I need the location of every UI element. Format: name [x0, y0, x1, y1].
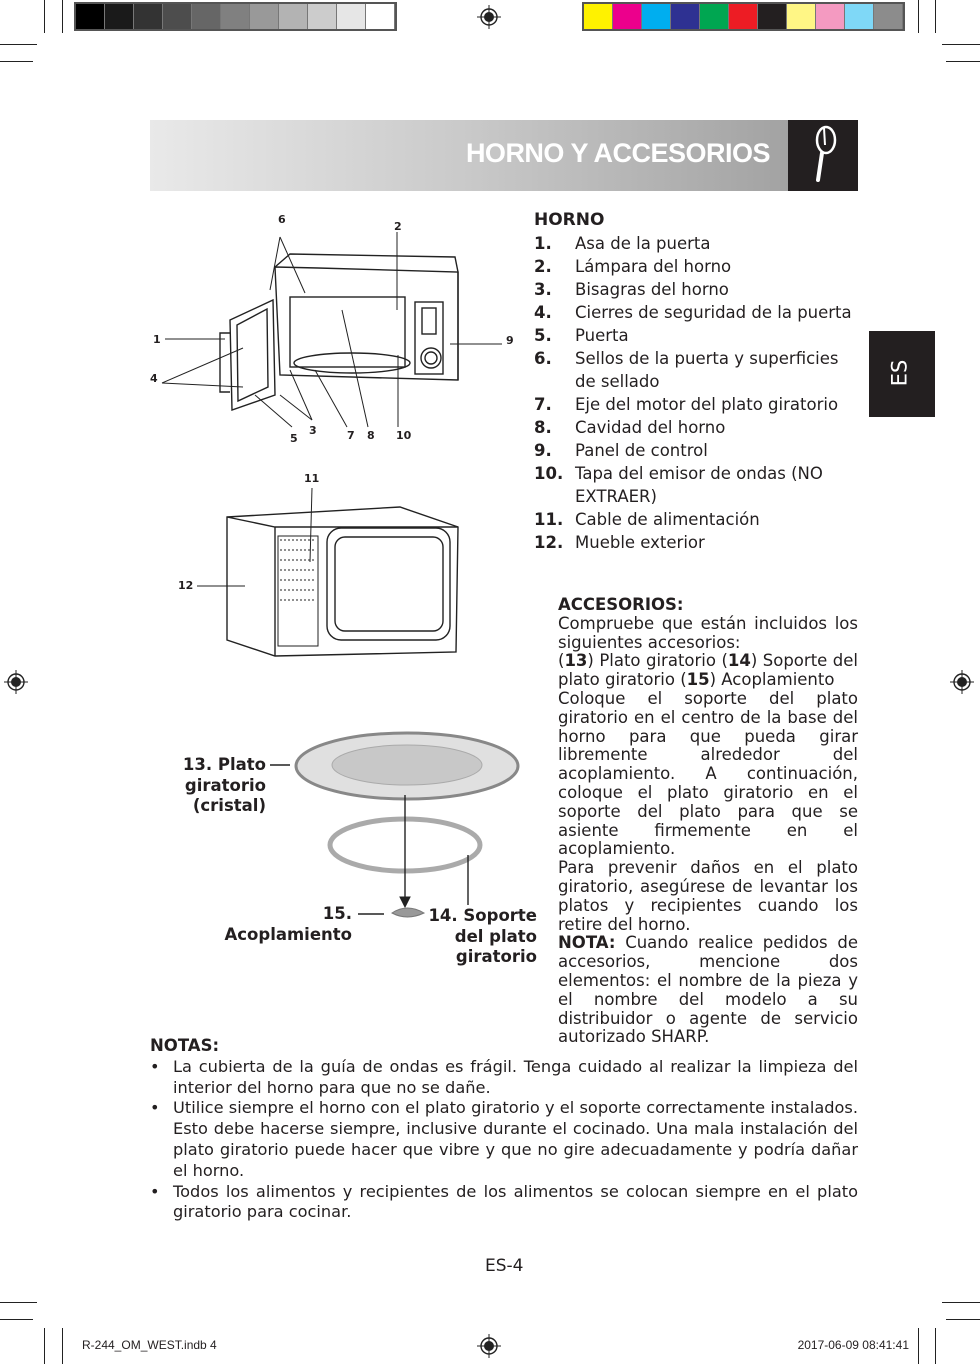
- oven-parts-heading: HORNO: [534, 210, 605, 230]
- crop-mark: [942, 44, 980, 45]
- item-label: Cierres de seguridad de la puerta: [575, 303, 852, 322]
- caption-turntable: [170, 755, 266, 817]
- caption-line: giratorio: [455, 947, 537, 966]
- diagram-label-8: 8: [367, 429, 375, 442]
- item-label: Lámpara del horno: [575, 257, 732, 276]
- diagram-label-12: 12: [178, 579, 194, 592]
- note-text: Todos los alimentos y recipientes de los alimentos se colocan siempre en el plato giratorio para cocinar.: [173, 1181, 858, 1222]
- item-label: Panel de control: [575, 441, 708, 460]
- registration-mark-icon: [4, 670, 28, 694]
- item-text: Plato giratorio: [593, 651, 722, 671]
- item-number: 11.: [534, 510, 564, 529]
- item-number: 10.: [534, 464, 564, 483]
- crop-mark: [918, 1328, 919, 1364]
- list-item: [534, 301, 860, 324]
- bullet-icon: •: [150, 1056, 160, 1076]
- item-number: 9.: [534, 441, 552, 460]
- list-item: [534, 416, 860, 439]
- accessories-intro: Compruebe que están incluidos los siguientes accesorios:: [558, 613, 858, 652]
- caption-line: giratorio: [184, 775, 266, 795]
- color-swatch: [337, 4, 366, 29]
- note-label: NOTA:: [558, 933, 616, 953]
- color-swatch: [163, 4, 192, 29]
- color-swatch: [584, 4, 613, 29]
- caption-coupling: 15. Acoplamiento: [224, 904, 352, 944]
- color-swatch: [787, 4, 816, 29]
- color-swatch: [613, 4, 642, 29]
- list-item: [534, 255, 860, 278]
- caption-line: (cristal): [192, 796, 266, 815]
- crop-mark: [946, 61, 980, 62]
- accessories-diagram: [260, 725, 530, 930]
- page-number: ES-4: [485, 1256, 524, 1276]
- registration-mark-icon: [950, 670, 974, 694]
- footer-filename: R-244_OM_WEST.indb 4: [82, 1338, 217, 1352]
- footer-datetime: 2017-06-09 08:41:41: [797, 1338, 909, 1352]
- item-number: 8.: [534, 418, 552, 437]
- item-number: 14: [727, 651, 751, 671]
- notes-heading: NOTAS:: [150, 1036, 220, 1055]
- magnifier-icon: [788, 120, 858, 191]
- item-number: 1.: [534, 234, 552, 253]
- item-label: Asa de la puerta: [575, 234, 711, 253]
- item-number: 15: [686, 670, 710, 690]
- process-color-bar: [582, 2, 905, 31]
- diagram-label-4: 4: [150, 372, 158, 385]
- crop-mark: [62, 0, 63, 33]
- crop-mark: [0, 1319, 33, 1320]
- color-swatch: [192, 4, 221, 29]
- diagram-label-7: 7: [347, 429, 355, 442]
- color-swatch: [758, 4, 787, 29]
- item-label: Bisagras del horno: [575, 280, 729, 299]
- oven-front-diagram: [140, 205, 520, 455]
- color-swatch: [700, 4, 729, 29]
- registration-mark-icon: [477, 1334, 501, 1358]
- crop-mark: [62, 1328, 63, 1364]
- caption-line: 14. Soporte: [428, 906, 537, 925]
- oven-rear-diagram: [170, 480, 470, 660]
- item-number: 3.: [534, 280, 552, 299]
- caption-line: del plato: [454, 926, 537, 946]
- item-label: Tapa del emisor de ondas (NO EXTRAER): [575, 464, 823, 506]
- list-item: [534, 439, 860, 462]
- color-swatch: [671, 4, 700, 29]
- color-swatch: [874, 4, 903, 29]
- item-label: Cavidad del horno: [575, 418, 726, 437]
- grayscale-color-bar: [74, 2, 397, 31]
- accessories-list: (13) Plato giratorio (14) Soporte del plato giratorio (15) Acoplamiento: [558, 651, 858, 690]
- caption-line: 13. Plato: [182, 755, 266, 774]
- accessories-section: [558, 596, 858, 1047]
- color-swatch: [642, 4, 671, 29]
- crop-mark: [946, 1319, 980, 1320]
- accessories-warning: Para prevenir daños en el plato giratorio, asegúrese de levantar los platos y recipientes cuando los retire del horno.: [558, 858, 858, 934]
- color-swatch: [279, 4, 308, 29]
- crop-mark: [935, 0, 936, 33]
- accessories-instructions: Coloque el soporte del plato giratorio en el centro de la base del horno para que pueda girar libremente alrededor del acoplamiento. A continuación, coloque el plato giratorio en el soporte del plato para que se asiente firmemente en el acoplamiento.: [558, 688, 858, 859]
- caption-support: [420, 906, 537, 968]
- color-swatch: [76, 4, 105, 29]
- note-text: Cuando realice pedidos de accesorios, mencione dos elementos: el nombre de la pieza y el nombre del modelo a su distribuidor o agente de servicio autorizado SHARP.: [558, 933, 858, 1047]
- list-item: [534, 278, 860, 301]
- diagram-label-9: 9: [506, 334, 514, 347]
- crop-mark: [942, 1302, 980, 1303]
- note-item: [150, 1098, 858, 1181]
- diagram-label-5: 5: [290, 432, 298, 445]
- item-label: Sellos de la puerta y superficies de sellado: [575, 349, 839, 391]
- crop-mark: [0, 44, 37, 45]
- diagram-label-6: 6: [278, 213, 286, 226]
- note-text: Utilice siempre el horno con el plato giratorio y el soporte correctamente instalados. Esto debe hacerse siempre, inclusive durante el cocinado. Una mala instalación del plato giratorio puede hacer que vibre y que no gire adecuadamente y podría dañar el horno.: [173, 1098, 858, 1180]
- list-item: [534, 508, 860, 531]
- bullet-icon: •: [150, 1098, 160, 1118]
- color-swatch: [134, 4, 163, 29]
- diagram-label-10: 10: [396, 429, 412, 442]
- item-number: 5.: [534, 326, 552, 345]
- item-number: 6.: [534, 349, 552, 368]
- crop-mark: [935, 1328, 936, 1364]
- color-swatch: [308, 4, 337, 29]
- list-item: [534, 393, 860, 416]
- item-number: 2.: [534, 257, 552, 276]
- crop-mark: [0, 1302, 37, 1303]
- language-tab: [869, 331, 935, 417]
- diagram-label-11: 11: [304, 472, 320, 485]
- crop-mark: [44, 1328, 45, 1364]
- list-item: [534, 232, 860, 255]
- item-number: 7.: [534, 395, 552, 414]
- color-swatch: [105, 4, 134, 29]
- crop-mark: [44, 0, 45, 33]
- item-number: 13: [564, 651, 588, 671]
- note-item: [150, 1057, 858, 1099]
- accessories-heading: ACCESORIOS:: [558, 595, 684, 614]
- accessories-note: [558, 934, 858, 1047]
- item-label: Cable de alimentación: [575, 510, 760, 529]
- note-text: La cubierta de la guía de ondas es frágil. Tenga cuidado al realizar la limpieza del interior del horno para que no se dañe.: [173, 1056, 858, 1097]
- section-header: [150, 120, 858, 191]
- crop-mark: [918, 0, 919, 33]
- item-number: 12.: [534, 533, 564, 552]
- oven-parts-list: [534, 209, 860, 554]
- note-item: [150, 1182, 858, 1224]
- color-swatch: [845, 4, 874, 29]
- color-swatch: [250, 4, 279, 29]
- diagram-label-1: 1: [153, 333, 161, 346]
- section-title: HORNO Y ACCESORIOS: [465, 138, 770, 168]
- color-swatch: [729, 4, 758, 29]
- notes-section: [150, 1036, 858, 1223]
- item-label: Mueble exterior: [575, 533, 705, 552]
- item-text: Soporte del plato giratorio: [558, 651, 858, 690]
- language-label: ES: [887, 359, 912, 387]
- list-item: [534, 324, 860, 347]
- list-item: [534, 462, 860, 508]
- item-text: Acoplamiento: [716, 670, 835, 690]
- diagram-label-3: 3: [309, 424, 317, 437]
- color-swatch: [366, 4, 395, 29]
- registration-mark-icon: [477, 5, 501, 29]
- item-label: Puerta: [575, 326, 629, 345]
- color-swatch: [816, 4, 845, 29]
- color-swatch: [221, 4, 250, 29]
- item-number: 4.: [534, 303, 552, 322]
- diagram-label-2: 2: [394, 220, 402, 233]
- list-item: [534, 531, 860, 554]
- crop-mark: [0, 61, 33, 62]
- bullet-icon: •: [150, 1181, 160, 1201]
- item-label: Eje del motor del plato giratorio: [575, 395, 839, 414]
- list-item: [534, 347, 860, 393]
